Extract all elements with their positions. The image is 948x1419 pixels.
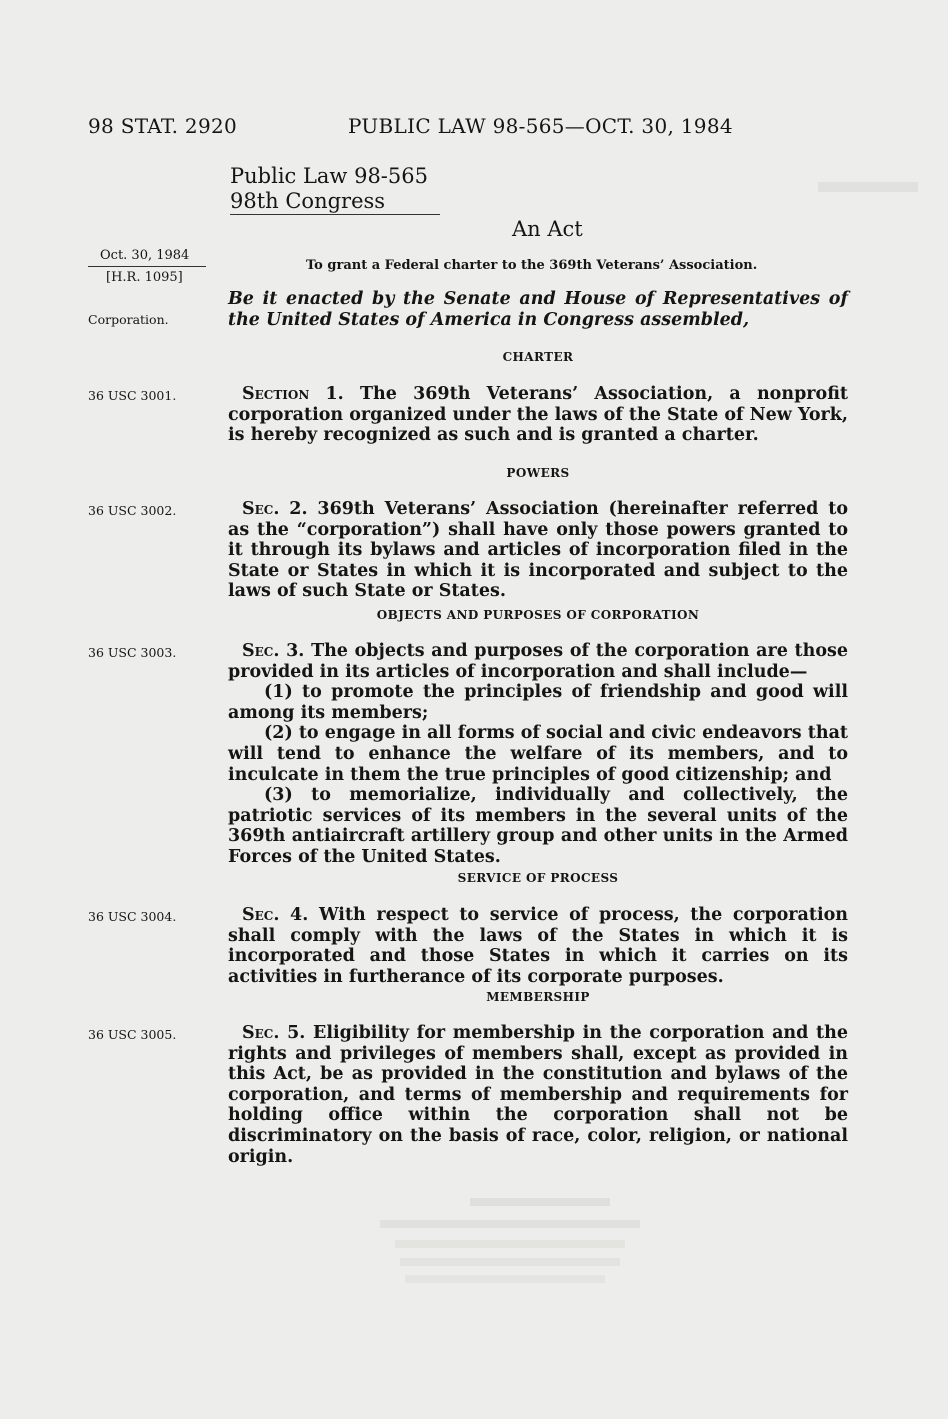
section-4 xyxy=(228,905,848,987)
section-1 xyxy=(228,384,848,446)
running-head-law: PUBLIC LAW 98-565—OCT. 30, 1984 xyxy=(348,114,733,138)
margin-usc-3005: 36 USC 3005. xyxy=(88,1027,177,1042)
long-title: To grant a Federal charter to the 369th Veterans’ Association. xyxy=(306,258,758,273)
section-3-item: (3) to memorialize, individually and collectively, the patriotic services of its members in the several units of the 369th antiaircraft artillery group and other units in the Armed Forces of the United States. xyxy=(228,785,848,867)
section-3-item: (1) to promote the principles of friendship and good will among its members; xyxy=(228,682,848,723)
section-2-text: 369th Veterans’ Association (hereinafter referred to as the “corporation”) shall have only those powers granted to it through its bylaws and articles of incorporation filed in the State or States in which it is incorporated and subject to the laws of such State or States. xyxy=(228,499,849,602)
section-5-text: Eligibility for membership in the corporation and the rights and privileges of members shall, except as provided in this Act, be as provided in the constitution and bylaws of the corporation, and terms of membership and requirements for holding office within the corporation shall not be discriminatory on the basis of race, color, religion, or national origin. xyxy=(228,1023,849,1167)
congress: 98th Congress xyxy=(230,189,386,213)
heading-charter: CHARTER xyxy=(502,350,574,364)
margin-usc-3001: 36 USC 3001. xyxy=(88,388,177,403)
heading-membership: MEMBERSHIP xyxy=(486,990,590,1004)
section-1-text: The 369th Veterans’ Association, a nonprofit corporation organized under the laws of the State of New York, is hereby recognized as such and is granted a charter. xyxy=(228,384,848,446)
section-5-label: Sec. 5. xyxy=(242,1023,306,1043)
page-citation: 98 STAT. 2920 xyxy=(88,114,238,138)
act-label: An Act xyxy=(512,217,583,241)
section-3-item: (2) to engage in all forms of social and civic endeavors that will tend to enhance the welfare of its members, and to inculcate in them the true principles of good citizenship; and xyxy=(228,723,848,785)
law-number: Public Law 98-565 xyxy=(230,164,428,188)
section-2 xyxy=(228,499,848,602)
heading-service: SERVICE OF PROCESS xyxy=(457,871,619,885)
margin-usc-3003: 36 USC 3003. xyxy=(88,645,177,660)
section-3-text: The objects and purposes of the corporation are those provided in its articles of incorporation and shall include— xyxy=(228,641,848,682)
margin-corporation: Corporation. xyxy=(88,312,169,327)
margin-usc-3002: 36 USC 3002. xyxy=(88,503,177,518)
section-1-label: Section 1. xyxy=(242,384,344,404)
title-rule xyxy=(230,214,440,215)
margin-bill-number: [H.R. 1095] xyxy=(106,270,183,285)
margin-date: Oct. 30, 1984 xyxy=(100,248,190,263)
section-4-label: Sec. 4. xyxy=(242,905,309,925)
margin-usc-3004: 36 USC 3004. xyxy=(88,909,177,924)
section-5 xyxy=(228,1023,848,1167)
margin-rule xyxy=(88,266,206,267)
section-4-text: With respect to service of process, the corporation shall comply with the laws of the States in which it is incorporated and those States in which it carries on its activities in furtherance of its corporate purposes. xyxy=(228,905,848,987)
enacting-clause: Be it enacted by the Senate and House of Representatives of the United States of America in Congress assembled, xyxy=(228,289,848,330)
section-3-label: Sec. 3. xyxy=(242,641,305,661)
section-3 xyxy=(228,641,848,868)
heading-powers: POWERS xyxy=(506,466,570,480)
heading-objects: OBJECTS AND PURPOSES OF CORPORATION xyxy=(376,608,700,622)
section-2-label: Sec. 2. xyxy=(242,499,308,519)
